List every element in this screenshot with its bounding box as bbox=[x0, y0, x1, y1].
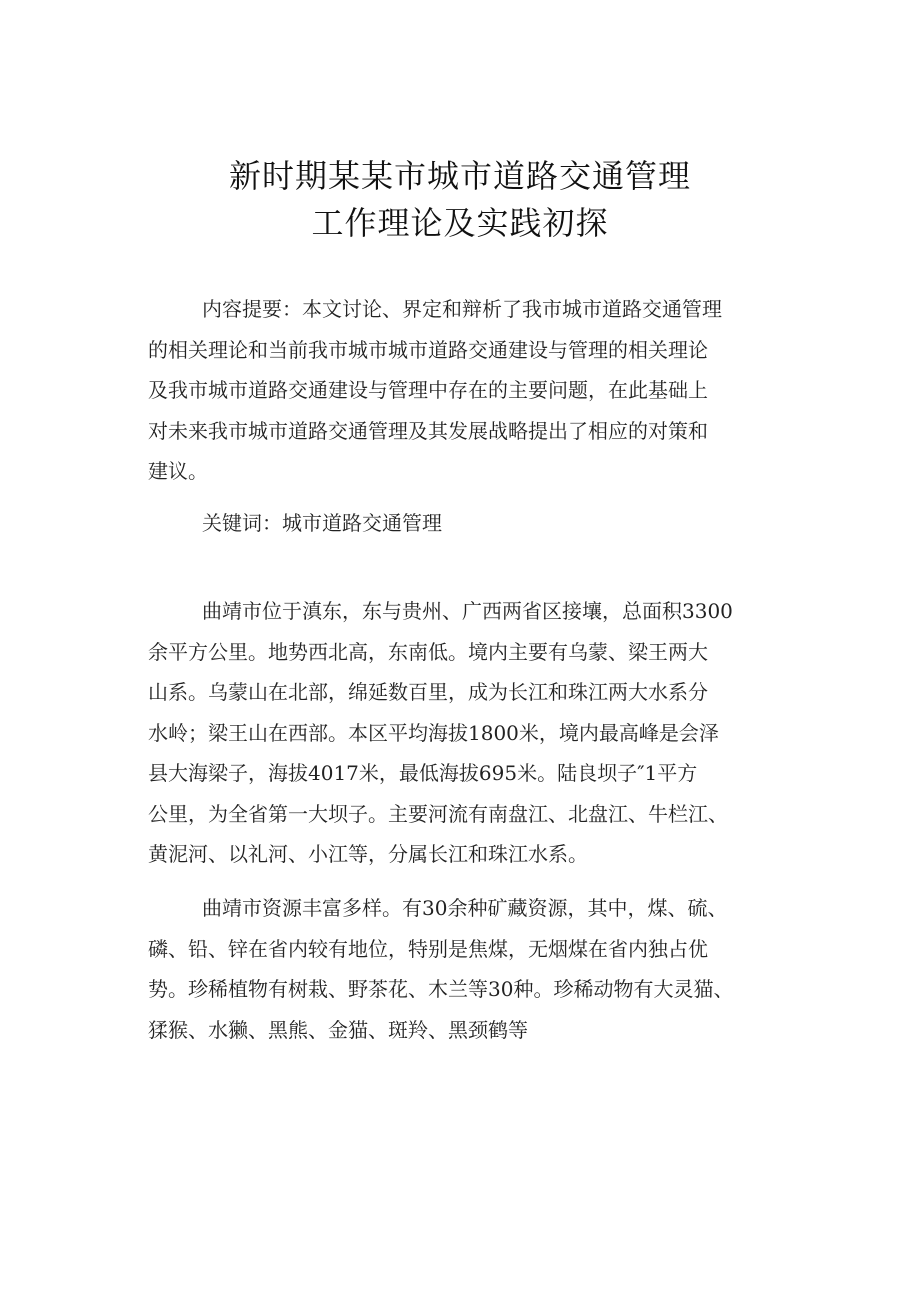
title-line-2: 工作理论及实践初探 bbox=[311, 204, 609, 242]
keywords-line: 关键词：城市道路交通管理 bbox=[202, 511, 442, 535]
abstract-line: 建议。 bbox=[148, 459, 208, 483]
abstract-line: 及我市城市道路交通建设与管理中存在的主要问题，在此基础上 bbox=[148, 378, 708, 402]
paragraph-line: 曲靖市资源丰富多样。有30余种矿藏资源，其中，煤、硫、 bbox=[202, 896, 728, 920]
paragraph-line: 余平方公里。地势西北高，东南低。境内主要有乌蒙、梁王两大 bbox=[148, 639, 708, 664]
document-title bbox=[0, 153, 920, 247]
body-paragraph-resources bbox=[148, 888, 808, 1050]
keywords-paragraph bbox=[148, 503, 808, 544]
paragraph-line: 磷、铅、锌在省内较有地位，特别是焦煤，无烟煤在省内独占优 bbox=[148, 936, 708, 961]
paragraph-line: 黄泥河、以礼河、小江等，分属长江和珠江水系。 bbox=[148, 842, 588, 866]
paragraph-line: 县大海梁子，海拔4017米，最低海拔695米。陆良坝子″1平方 bbox=[148, 761, 698, 785]
abstract-line: 的相关理论和当前我市城市城市道路交通建设与管理的相关理论 bbox=[148, 337, 708, 362]
paragraph-line: 猱猴、水獭、黑熊、金猫、斑羚、黑颈鹤等 bbox=[148, 1017, 528, 1042]
paragraph-line: 势。珍稀植物有树栽、野茶花、木兰等30种。珍稀动物有大灵猫、 bbox=[148, 977, 734, 1001]
paragraph-line: 曲靖市位于滇东，东与贵州、广西两省区接壤，总面积3300 bbox=[202, 599, 733, 623]
paragraph-line: 山系。乌蒙山在北部，绵延数百里，成为长江和珠江两大水系分 bbox=[148, 680, 708, 704]
paragraph-line: 水岭；梁王山在西部。本区平均海拔1800米，境内最高峰是会泽 bbox=[148, 720, 719, 745]
body-paragraph-geography bbox=[148, 591, 808, 875]
title-line-1: 新时期某某市城市道路交通管理 bbox=[228, 157, 691, 195]
abstract-line: 内容提要：本文讨论、界定和辩析了我市城市道路交通管理 bbox=[202, 297, 722, 321]
abstract-line: 对未来我市城市道路交通管理及其发展战略提出了相应的对策和 bbox=[148, 418, 708, 443]
abstract-paragraph bbox=[148, 289, 808, 492]
paragraph-line: 公里，为全省第一大坝子。主要河流有南盘江、北盘江、牛栏江、 bbox=[148, 801, 728, 826]
